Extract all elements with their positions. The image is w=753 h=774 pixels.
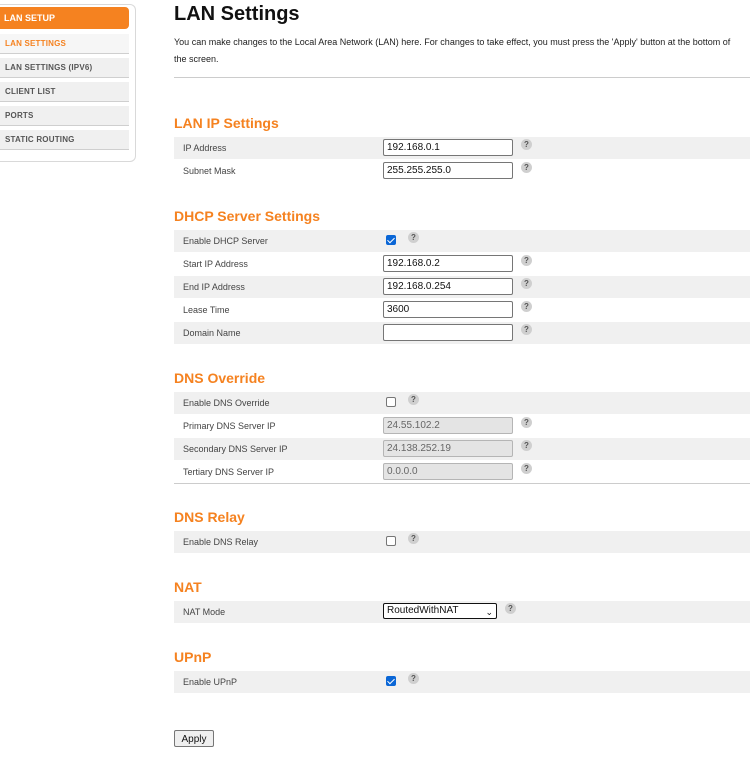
help-icon[interactable]: ?	[505, 603, 516, 614]
row-end-ip	[174, 276, 750, 298]
row-nat-mode	[174, 601, 750, 623]
enable-dns-relay-label: Enable DNS Relay	[183, 537, 259, 547]
help-icon[interactable]: ?	[521, 162, 532, 173]
section-title-lan-ip: LAN IP Settings	[174, 115, 279, 131]
end-ip-input[interactable]	[383, 278, 513, 295]
enable-upnp-checkbox[interactable]	[386, 676, 396, 686]
nat-mode-select[interactable]	[383, 603, 497, 619]
row-primary-dns	[174, 415, 750, 437]
help-icon[interactable]: ?	[521, 278, 532, 289]
lease-time-label: Lease Time	[183, 305, 230, 315]
sidebar-header-lan-setup[interactable]: LAN SETUP	[0, 7, 129, 29]
secondary-dns-label: Secondary DNS Server IP	[183, 444, 288, 454]
sidebar-item-lan-settings[interactable]: LAN SETTINGS	[0, 34, 129, 54]
primary-dns-label: Primary DNS Server IP	[183, 421, 276, 431]
help-icon[interactable]: ?	[521, 139, 532, 150]
domain-name-label: Domain Name	[183, 328, 241, 338]
primary-dns-input	[383, 417, 513, 434]
help-icon[interactable]: ?	[408, 533, 419, 544]
section-title-dns-override: DNS Override	[174, 370, 266, 386]
help-icon[interactable]: ?	[521, 440, 532, 451]
row-start-ip	[174, 253, 750, 275]
chevron-down-icon: ⌄	[485, 607, 493, 617]
divider	[174, 483, 750, 484]
row-enable-dhcp	[174, 230, 750, 252]
nat-mode-value: RoutedWithNAT	[387, 605, 459, 616]
section-title-upnp: UPnP	[174, 649, 212, 665]
page-intro: You can make changes to the Local Area Network (LAN) here. For changes to take effect, you must press the 'Apply' button at the bottom of the screen.	[174, 37, 731, 64]
row-secondary-dns	[174, 438, 750, 460]
tertiary-dns-label: Tertiary DNS Server IP	[183, 467, 275, 477]
sidebar-item-static-routing[interactable]: STATIC ROUTING	[0, 130, 129, 150]
help-icon[interactable]: ?	[408, 232, 419, 243]
ip-address-label: IP Address	[183, 143, 227, 153]
help-icon[interactable]: ?	[408, 394, 419, 405]
enable-dhcp-label: Enable DHCP Server	[183, 236, 268, 246]
apply-button[interactable]: Apply	[174, 730, 214, 747]
row-enable-dns-override	[174, 392, 750, 414]
row-tertiary-dns	[174, 461, 750, 483]
ip-address-input[interactable]	[383, 139, 513, 156]
sidebar-nav	[0, 4, 136, 162]
help-icon[interactable]: ?	[521, 463, 532, 474]
sidebar-item-ports[interactable]: PORTS	[0, 106, 129, 126]
row-subnet-mask	[174, 160, 750, 182]
divider	[174, 77, 750, 78]
enable-upnp-label: Enable UPnP	[183, 677, 238, 687]
help-icon[interactable]: ?	[408, 673, 419, 684]
enable-dns-override-label: Enable DNS Override	[183, 398, 270, 408]
nat-mode-label: NAT Mode	[183, 607, 226, 617]
subnet-mask-label: Subnet Mask	[183, 166, 236, 176]
subnet-mask-input[interactable]	[383, 162, 513, 179]
help-icon[interactable]: ?	[521, 255, 532, 266]
start-ip-label: Start IP Address	[183, 259, 248, 269]
section-title-dns-relay: DNS Relay	[174, 509, 245, 525]
lease-time-input[interactable]	[383, 301, 513, 318]
secondary-dns-input	[383, 440, 513, 457]
row-lease-time	[174, 299, 750, 321]
enable-dns-relay-checkbox[interactable]	[386, 536, 396, 546]
help-icon[interactable]: ?	[521, 301, 532, 312]
domain-name-input[interactable]	[383, 324, 513, 341]
help-icon[interactable]: ?	[521, 417, 532, 428]
enable-dhcp-checkbox[interactable]	[386, 235, 396, 245]
start-ip-input[interactable]	[383, 255, 513, 272]
end-ip-label: End IP Address	[183, 282, 245, 292]
help-icon[interactable]: ?	[521, 324, 532, 335]
section-title-dhcp: DHCP Server Settings	[174, 208, 321, 224]
row-ip-address	[174, 137, 750, 159]
page-title: LAN Settings	[174, 3, 300, 25]
sidebar-item-client-list[interactable]: CLIENT LIST	[0, 82, 129, 102]
row-enable-dns-relay	[174, 531, 750, 553]
row-enable-upnp	[174, 671, 750, 693]
sidebar-item-lan-settings-ipv6[interactable]: LAN SETTINGS (IPV6)	[0, 58, 129, 78]
section-title-nat: NAT	[174, 579, 202, 595]
row-domain-name	[174, 322, 750, 344]
enable-dns-override-checkbox[interactable]	[386, 397, 396, 407]
tertiary-dns-input	[383, 463, 513, 480]
